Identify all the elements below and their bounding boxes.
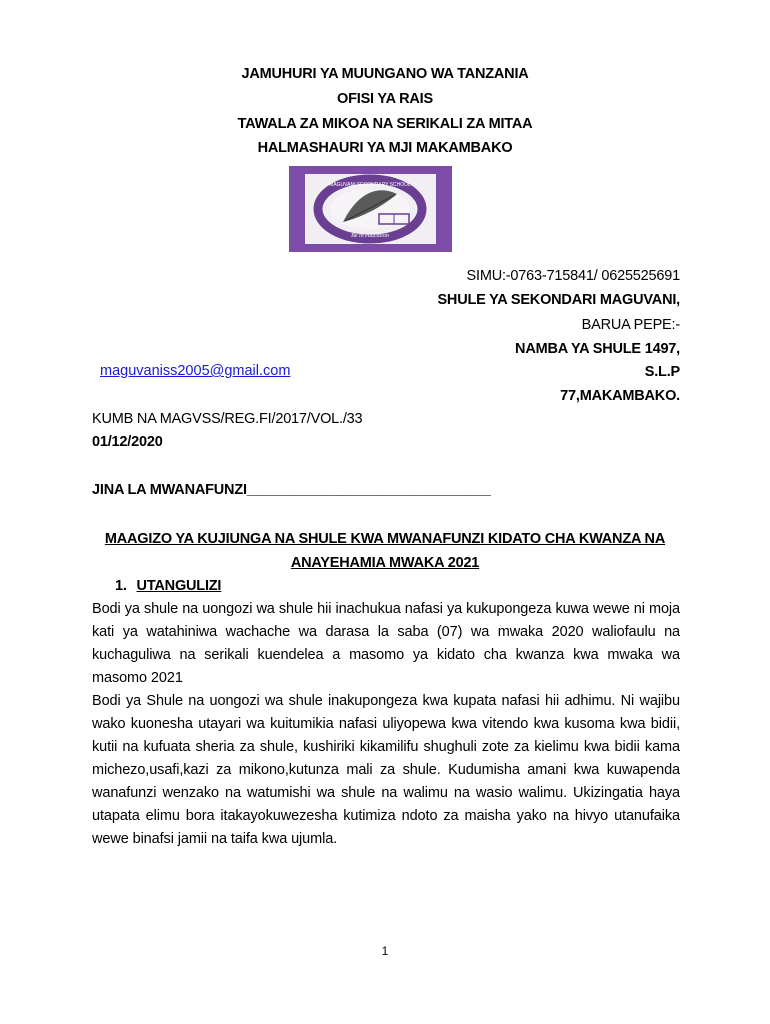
intro-paragraph-1: Bodi ya shule na uongozi wa shule hii inachukua nafasi ya kukupongeza kuwa wewe ni moja kati ya watahiniwa wachache wa darasa la saba (07) wa mwaka 2020 waliofaulu na kuchaguliwa na serikali kuendelea a masomo ya kidato cha kwanza kwa mwaka wa masomo 2021: [92, 601, 680, 686]
header-line-regional: TAWALA ZA MIKOA NA SERIKALI ZA MITAA: [237, 116, 533, 132]
logo-motto: Be in education: [351, 233, 389, 239]
email-label: BARUA PEPE:-: [581, 317, 680, 333]
reference-number: KUMB NA MAGVSS/REG.FI/2017/VOL./33: [92, 411, 363, 427]
phone-numbers: SIMU:-0763-715841/ 0625525691: [466, 268, 680, 284]
page-number: 1: [381, 944, 389, 958]
document-title-line1: MAAGIZO YA KUJIUNGA NA SHULE KWA MWANAFUNZI KIDATO CHA KWANZA NA: [104, 531, 666, 547]
intro-paragraph-2: Bodi ya Shule na uongozi wa shule inakupongeza kwa kupata nafasi hii adhimu. Ni wajibu wako kuonesha utayari wa kuitumikia nafasi uliyopewa kwa vitendo kwa kusoma kwa bidii, kutii na kufuata sheria za shule, kushiriki kikamilifu shughuli zote za kielimu kwa bidii kama michezo,usafi,kazi za mikono,kutunza mali za shule. Kudumisha amani kwa kuwapenda wanafunzi wenzako na watumishi wa shule na walimu na wasio walimu. Ukizingatia haya utapata elimu bora itakayokuwezesha kutimiza ndoto za maisha yako na hivyo utanufaika wewe binafsi jamii na taifa kwa ujumla.: [92, 693, 680, 847]
letter-date: 01/12/2020: [92, 434, 163, 450]
header-line-council: HALMASHAURI YA MJI MAKAMBAKO: [257, 140, 513, 156]
header-line-republic: JAMUHURI YA MUUNGANO WA TANZANIA: [241, 66, 529, 82]
school-emblem-icon: [305, 174, 436, 244]
section-title: UTANGULIZI: [136, 578, 222, 594]
school-logo: [289, 166, 452, 252]
section-number: 1.: [115, 578, 127, 594]
logo-ring-text: MAGUVANI SECONDARY SCHOOL: [329, 182, 411, 188]
po-box-town: 77,MAKAMBAKO.: [560, 388, 680, 404]
student-name-field: JINA LA MWANAFUNZI_______________________________: [92, 482, 491, 498]
school-number: NAMBA YA SHULE 1497,: [515, 341, 680, 357]
section-heading: [115, 578, 221, 594]
document-title-line2: ANAYEHAMIA MWAKA 2021: [290, 555, 480, 571]
po-box-label: S.L.P: [644, 364, 680, 380]
header-line-office: OFISI YA RAIS: [337, 91, 433, 107]
logo-background: [305, 174, 436, 244]
school-name: SHULE YA SEKONDARI MAGUVANI,: [437, 292, 680, 308]
email-link[interactable]: maguvaniss2005@gmail.com: [100, 363, 291, 379]
